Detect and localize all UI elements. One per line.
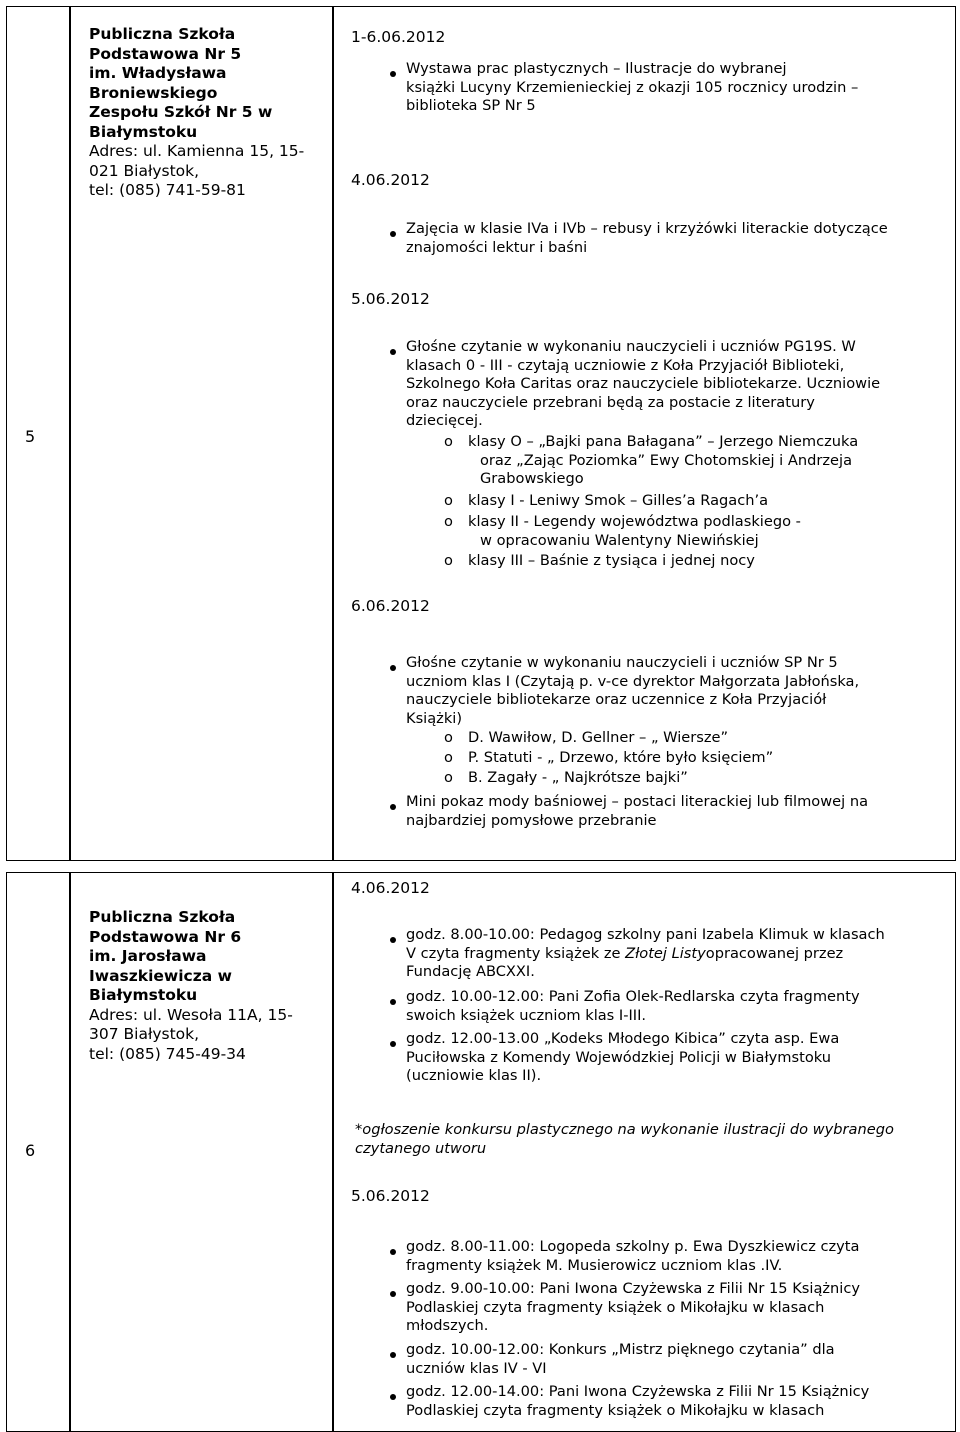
circle-bullet-icon: o xyxy=(444,729,453,746)
circle-bullet-icon: o xyxy=(444,513,453,530)
event-date: 1-6.06.2012 xyxy=(351,28,446,46)
table-row-school-6 xyxy=(6,872,956,1432)
event-item: godz. 10.00-12.00: Pani Zofia Olek-Redlarska czyta fragmenty swoich książek uczniom klas I-III. xyxy=(406,988,860,1024)
school-address: Adres: ul. Wesoła 11A, 15- xyxy=(89,1005,293,1024)
school-cell xyxy=(70,6,333,861)
event-date: 5.06.2012 xyxy=(351,1187,430,1205)
event-item: Mini pokaz mody baśniowej – postaci literackiej lub filmowej na najbardziej pomysłowe przebranie xyxy=(406,793,869,829)
event-item: Zajęcia w klasie IVa i IVb – rebusy i krzyżówki literackie dotyczące znajomości lektur i baśni xyxy=(406,220,888,256)
bullet xyxy=(390,1249,396,1255)
sub-item: klasy O – „Bajki pana Bałagana” – Jerzego Niemczuka oraz „Zając Poziomka” Ewy Chotomskiej i Andrzeja Grabowskiego xyxy=(468,433,859,487)
event-item: godz. 8.00-11.00: Logopeda szkolny p. Ewa Dyszkiewicz czyta fragmenty książek M. Musierowicz uczniom klas .IV. xyxy=(406,1238,860,1274)
bullet xyxy=(390,1352,396,1358)
bullet xyxy=(390,665,396,671)
bullet xyxy=(390,1394,396,1400)
bullet xyxy=(390,999,396,1005)
bullet xyxy=(390,231,396,237)
sub-item: klasy III – Baśnie z tysiąca i jednej nocy xyxy=(468,552,755,569)
event-date: 6.06.2012 xyxy=(351,597,430,615)
bullet xyxy=(390,804,396,810)
row-number: 5 xyxy=(25,427,36,446)
event-item: godz. 12.00-14.00: Pani Iwona Czyżewska z Filii Nr 15 Książnicy Podlaskiej czyta fragmenty książek o Mikołajku w klasach xyxy=(406,1383,870,1419)
events-cell xyxy=(333,6,956,861)
sub-item: klasy I - Leniwy Smok – Gilles’a Ragach’a xyxy=(468,492,769,509)
circle-bullet-icon: o xyxy=(444,749,453,766)
event-item: Głośne czytanie w wykonaniu nauczycieli i uczniów PG19S. W klasach 0 - III - czytają uczniowie z Koła Przyjaciół Biblioteki, Szkolnego Koła Caritas oraz nauczyciele bibliotekarze. Uczniowie oraz nauczyciele przebrani będą za postacie z literatury dziecięcej. xyxy=(406,338,881,429)
event-item: godz. 10.00-12.00: Konkurs „Mistrz pięknego czytania” dla uczniów klas IV - VI xyxy=(406,1341,835,1377)
contest-note: *ogłoszenie konkursu plastycznego na wykonanie ilustracji do wybranego czytanego utworu xyxy=(355,1121,894,1157)
school-name: Publiczna Szkoła Podstawowa Nr 6 im. Jarosława Iwaszkiewicza w Białymstoku Adres: ul. Wesoła 11A, 15- 307 Białystok, tel: (085) 745-49-34 xyxy=(89,908,293,1063)
school-address: Adres: ul. Kamienna 15, 15- xyxy=(89,142,305,160)
event-date: 4.06.2012 xyxy=(351,171,430,189)
bullet xyxy=(390,1041,396,1047)
bullet xyxy=(390,937,396,943)
bullet xyxy=(390,1291,396,1297)
sub-item: klasy II - Legendy województwa podlaskiego - w opracowaniu Walentyny Niewińskiej xyxy=(468,513,801,549)
circle-bullet-icon: o xyxy=(444,433,453,450)
bullet xyxy=(390,349,396,355)
circle-bullet-icon: o xyxy=(444,769,453,786)
event-item: Wystawa prac plastycznych – Ilustracje do wybranej książki Lucyny Krzemienieckiej z okazji 105 rocznicy urodzin – biblioteka SP Nr 5 xyxy=(406,60,859,114)
sub-item: P. Statuti - „ Drzewo, które było księciem” xyxy=(468,749,774,766)
sub-item: B. Zagały - „ Najkrótsze bajki” xyxy=(468,769,688,786)
row-number-cell xyxy=(6,6,70,861)
event-item: godz. 9.00-10.00: Pani Iwona Czyżewska z Filii Nr 15 Książnicy Podlaskiej czyta fragmenty książek o Mikołajku w klasach młodszych. xyxy=(406,1280,861,1334)
table-row-school-5 xyxy=(6,6,956,861)
sub-item: D. Wawiłow, D. Gellner – „ Wiersze” xyxy=(468,729,729,746)
school-cell xyxy=(70,872,333,1432)
row-number-cell xyxy=(6,872,70,1432)
circle-bullet-icon: o xyxy=(444,552,453,569)
program-table xyxy=(6,6,956,1426)
school-name: Publiczna Szkoła Podstawowa Nr 5 im. Władysława Broniewskiego Zespołu Szkół Nr 5 w Białymstoku Adres: ul. Kamienna 15, 15- 021 Białystok, tel: (085) 741-59-81 xyxy=(89,25,305,199)
events-cell xyxy=(333,872,956,1432)
event-date: 5.06.2012 xyxy=(351,290,430,308)
circle-bullet-icon: o xyxy=(444,492,453,509)
event-date: 4.06.2012 xyxy=(351,879,430,897)
event-item: Głośne czytanie w wykonaniu nauczycieli i uczniów SP Nr 5 uczniom klas I (Czytają p. v-ce dyrektor Małgorzata Jabłońska, nauczyciele bibliotekarze oraz uczennice z Koła Przyjaciół Książki) xyxy=(406,654,860,727)
event-item: godz. 12.00-13.00 „Kodeks Młodego Kibica” czyta asp. Ewa Puciłowska z Komendy Wojewódzkiej Policji w Białymstoku (uczniowie klas II). xyxy=(406,1030,840,1084)
row-number: 6 xyxy=(25,1141,36,1160)
bullet xyxy=(390,71,396,77)
event-item: godz. 8.00-10.00: Pedagog szkolny pani Izabela Klimuk w klasach V czyta fragmenty książek ze Złotej Listyopracowanej przez Fundację ABCXXI. xyxy=(406,926,885,980)
